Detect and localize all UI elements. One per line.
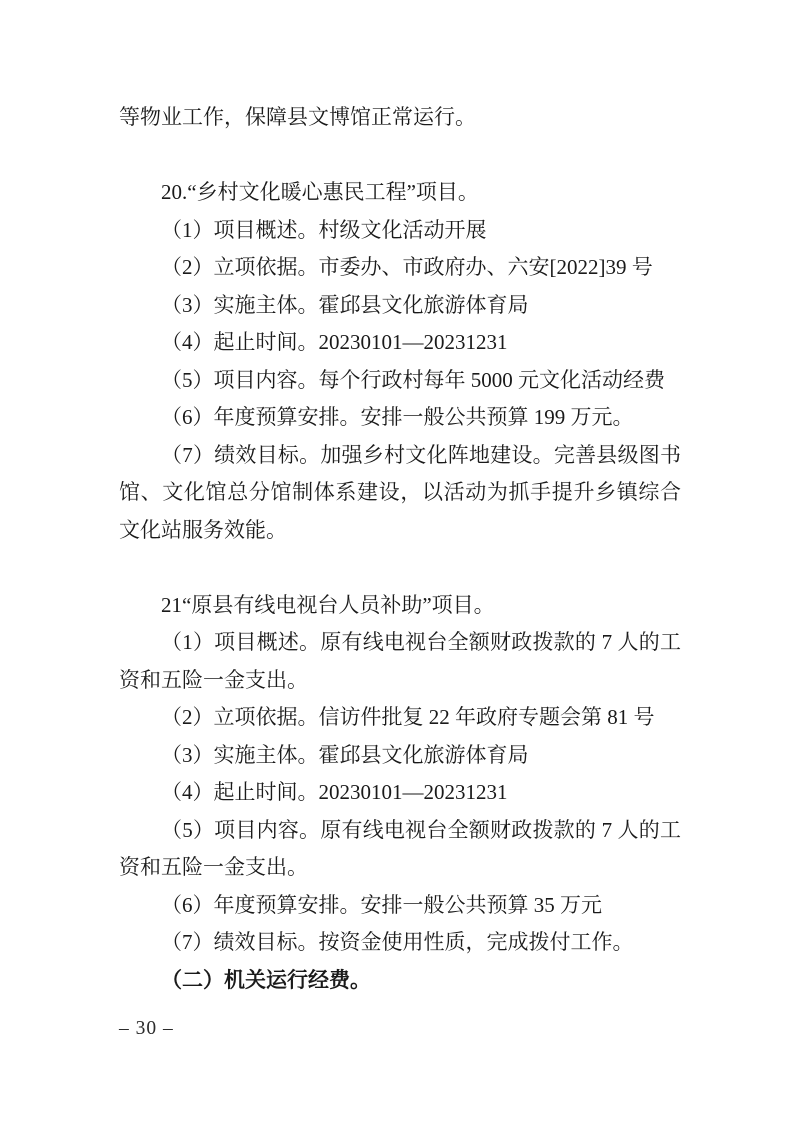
project-20-duration: （4）起止时间。20230101—20231231	[161, 330, 508, 354]
project-21-overview: （1）项目概述。原有线电视台全额财政拨款的 7 人的工资和五险一金支出。	[119, 630, 681, 692]
project-21-budget: （6）年度预算安排。安排一般公共预算 35 万元	[161, 892, 602, 917]
project-20-content: （5）项目内容。每个行政村每年 5000 元文化活动经费	[161, 367, 665, 392]
continuation-paragraph: 等物业工作，保障县文博馆正常运行。	[119, 105, 476, 129]
page-number: – 30 –	[119, 1018, 174, 1039]
project-20-implementer: （3）实施主体。霍邱县文化旅游体育局	[161, 292, 529, 317]
project-20-budget: （6）年度预算安排。安排一般公共预算 199 万元。	[161, 405, 634, 429]
project-20-performance-goal: （7）绩效目标。加强乡村文化阵地建设。完善县级图书馆、文化馆总分馆制体系建设，以活动为抓手提升乡镇综合文化站服务效能。	[119, 442, 681, 542]
project-21-content: （5）项目内容。原有线电视台全额财政拨款的 7 人的工资和五险一金支出。	[119, 817, 681, 879]
project-21-performance-goal: （7）绩效目标。按资金使用性质，完成拨付工作。	[161, 930, 634, 954]
project-21-duration: （4）起止时间。20230101—20231231	[161, 780, 508, 804]
project-21-basis: （2）立项依据。信访件批复 22 年政府专题会第 81 号	[161, 705, 655, 729]
section-heading-agency-operating-funds: （二）机关运行经费。	[161, 967, 371, 992]
project-21-title: 21“原县有线电视台人员补助”项目。	[161, 592, 495, 617]
project-20-overview: （1）项目概述。村级文化活动开展	[161, 217, 487, 242]
project-20-basis: （2）立项依据。市委办、市政府办、六安[2022]39 号	[161, 255, 653, 279]
document-body	[119, 99, 681, 999]
project-20-title: 20.“乡村文化暖心惠民工程”项目。	[161, 180, 479, 204]
project-21-implementer: （3）实施主体。霍邱县文化旅游体育局	[161, 742, 529, 767]
